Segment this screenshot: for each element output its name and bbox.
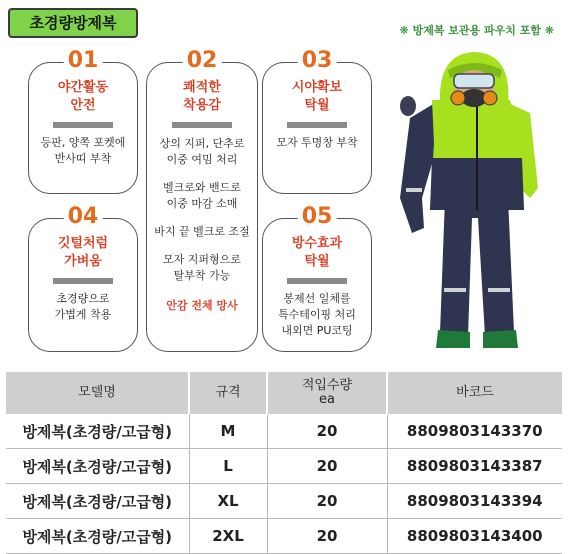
cell-barcode: 8809803143387 [387, 449, 562, 484]
cell-quantity: 20 [267, 414, 387, 449]
feature-card-visibility [262, 48, 372, 194]
table-row [6, 484, 562, 519]
feature-title-line1: 시야확보 [291, 80, 343, 95]
feature-desc: 등판, 양쪽 포켓에 [40, 136, 126, 149]
cell-barcode: 8809803143400 [387, 519, 562, 554]
feature-number: 01 [64, 47, 103, 75]
divider-bar [287, 122, 347, 128]
table-row [6, 449, 562, 484]
cell-barcode: 8809803143394 [387, 484, 562, 519]
feature-desc: 특수테이핑 처리 [278, 308, 356, 321]
feature-desc: 모자 투명창 부착 [276, 136, 358, 149]
feature-number: 03 [298, 47, 337, 75]
feature-desc: 초경량으로 [56, 292, 110, 305]
feature-card-lightweight [28, 204, 138, 352]
cell-size: L [189, 449, 267, 484]
feature-title-line1: 깃털처럼 [57, 236, 109, 251]
feature-desc: 모자 지퍼형으로 [163, 253, 241, 266]
feature-title-line2: 가벼움 [64, 254, 102, 269]
feature-title-line1: 쾌적한 [183, 80, 221, 95]
feature-title-line1: 야간활동 [57, 80, 109, 95]
col-header-barcode: 바코드 [387, 372, 562, 414]
cell-size: M [189, 414, 267, 449]
feature-desc: 바지 끝 벨크로 조절 [154, 225, 250, 238]
divider-bar [287, 278, 347, 284]
feature-desc: 상의 지퍼, 단추로 [159, 137, 245, 150]
feature-desc: 이중 마감 소매 [166, 197, 238, 210]
table-row [6, 414, 562, 449]
cell-size: 2XL [189, 519, 267, 554]
feature-desc: 내외면 PU코팅 [281, 324, 353, 337]
cell-barcode: 8809803143370 [387, 414, 562, 449]
cell-model: 방제복(초경량/고급형) [6, 484, 189, 519]
divider-bar [53, 122, 113, 128]
table-header-row [6, 372, 562, 414]
col-header-quantity [267, 372, 387, 414]
feature-title-line2: 안전 [70, 98, 96, 113]
feature-desc: 봉제선 일체를 [283, 292, 351, 305]
product-title: 초경량방제복 [8, 8, 138, 38]
cell-model: 방제복(초경량/고급형) [6, 414, 189, 449]
feature-desc: 반사띠 부착 [54, 152, 112, 165]
feature-title-line2: 탁월 [304, 254, 330, 269]
feature-number: 02 [183, 47, 222, 75]
cell-quantity: 20 [267, 449, 387, 484]
feature-number: 05 [298, 203, 337, 231]
cell-model: 방제복(초경량/고급형) [6, 449, 189, 484]
feature-card-night-safety [28, 48, 138, 194]
quantity-unit: ea [319, 392, 335, 407]
divider-bar [53, 278, 113, 284]
feature-title-line2: 탁월 [304, 98, 330, 113]
feature-desc: 이중 여밈 처리 [166, 153, 238, 166]
product-spec-table [6, 372, 562, 554]
feature-highlight: 안감 전체 망사 [166, 299, 238, 312]
cell-size: XL [189, 484, 267, 519]
table-row [6, 519, 562, 554]
cell-quantity: 20 [267, 519, 387, 554]
feature-card-waterproof [262, 204, 372, 352]
feature-desc: 가볍게 착용 [54, 308, 112, 321]
col-header-size: 규격 [189, 372, 267, 414]
divider-bar [172, 122, 232, 128]
cell-quantity: 20 [267, 484, 387, 519]
feature-title-line1: 방수효과 [291, 236, 343, 251]
quantity-label: 적입수량 [301, 378, 353, 393]
feature-desc: 탈부착 가능 [173, 269, 231, 282]
protective-suit-illustration [390, 48, 550, 353]
pouch-included-note: ❋ 방제복 보관용 파우치 포함 ❋ [399, 24, 554, 37]
feature-card-comfort [146, 48, 258, 352]
feature-number: 04 [64, 203, 103, 231]
feature-desc: 벨크로와 밴드로 [163, 181, 241, 194]
feature-title-line2: 착용감 [183, 98, 221, 113]
col-header-model: 모델명 [6, 372, 189, 414]
cell-model: 방제복(초경량/고급형) [6, 519, 189, 554]
